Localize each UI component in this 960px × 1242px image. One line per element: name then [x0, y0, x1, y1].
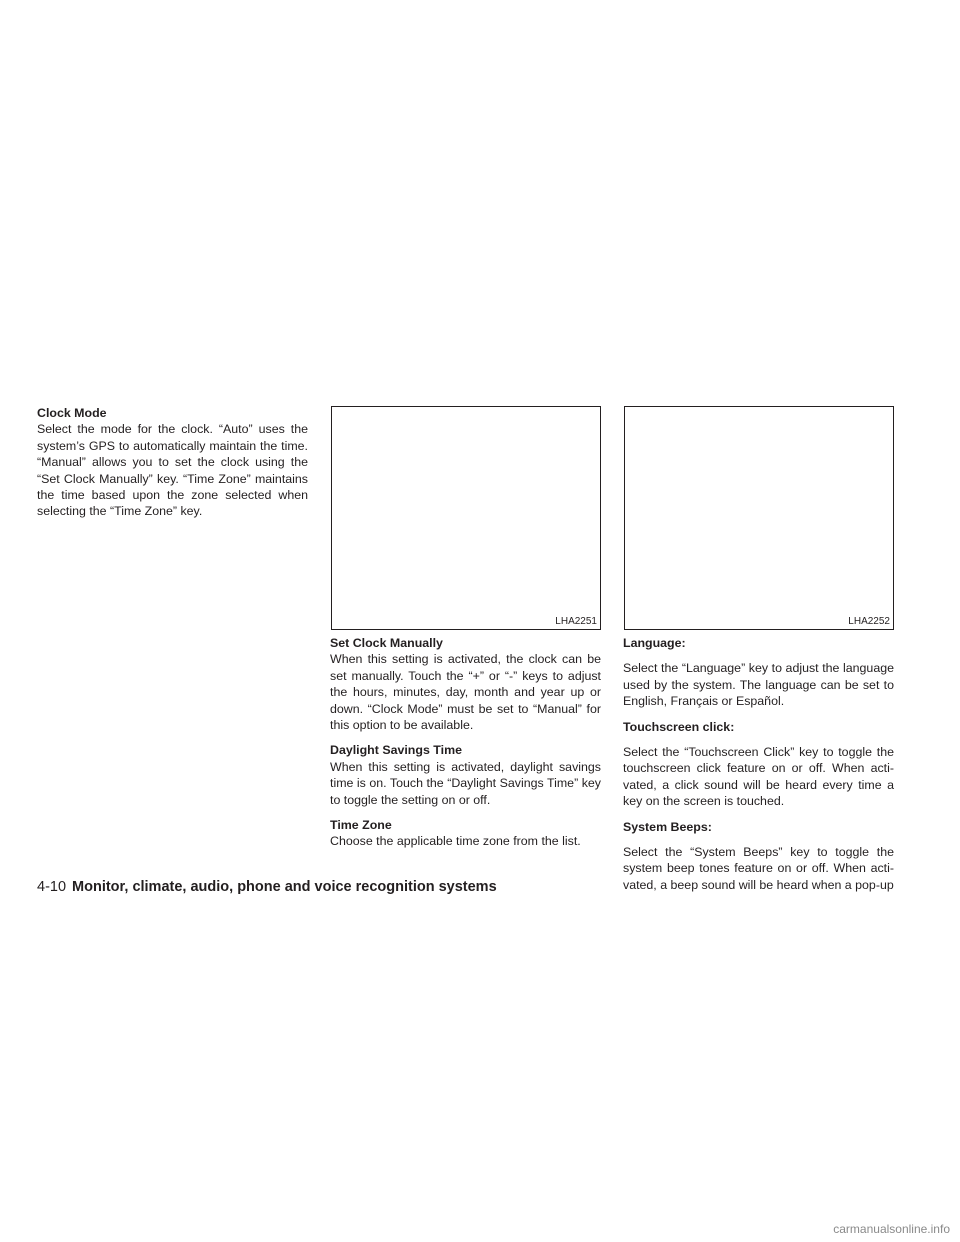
set-clock-heading: Set Clock Manually: [330, 636, 443, 650]
touchscreen-click-heading: Touchscreen click:: [623, 719, 735, 734]
system-beeps-heading: System Beeps:: [623, 819, 712, 834]
page-number: 4-10: [37, 879, 67, 895]
figure-lha2251: [331, 406, 601, 630]
page-footer: [37, 878, 497, 896]
language-heading: Language:: [623, 636, 686, 650]
set-clock-text: When this setting is activated, the clock can be set manually. Touch the “+” or “-” keys to adjust the hours, minutes, day, month and year up or down. “Clock Mode” must be set to “Manual” for this option to be available.: [330, 652, 601, 733]
clock-mode-heading: Clock Mode: [37, 406, 107, 420]
touchscreen-click-text: Select the “Touchscreen Click” key to toggle the touchscreen click feature on or off. When acti-vated, a click sound will be heard every time a key on the screen is touched.: [623, 745, 894, 809]
time-zone-text: Choose the applicable time zone from the list.: [330, 834, 581, 849]
column-right: [623, 635, 894, 893]
figure-label-left: LHA2251: [555, 616, 597, 627]
dst-heading: Daylight Savings Time: [330, 743, 462, 758]
watermark: carmanualsonline.info: [833, 1222, 950, 1236]
figure-lha2252: [624, 406, 894, 630]
dst-text: When this setting is activated, daylight savings time is on. Touch the “Daylight Savings Time” key to toggle the setting on or off.: [330, 759, 601, 807]
system-beeps-text: Select the “System Beeps” key to toggle the system beep tones feature on or off. When acti-vated, a beep sound will be heard when a pop-up: [623, 845, 894, 892]
chapter-title: Monitor, climate, audio, phone and voice recognition systems: [72, 879, 497, 895]
column-left: [37, 405, 308, 520]
language-text: Select the “Language” key to adjust the language used by the system. The language can be set to English, Français or Español.: [623, 661, 894, 709]
figure-label-right: LHA2252: [848, 616, 890, 627]
time-zone-heading: Time Zone: [330, 818, 392, 833]
clock-mode-text: Select the mode for the clock. “Auto” uses the system’s GPS to automatically maintain the time. “Manual” allows you to set the clock using the “Set Clock Manually” key. “Time Zone” maintains the time based upon the zone selected when selecting the “Time Zone” key.: [37, 422, 308, 519]
column-middle: [330, 635, 601, 850]
